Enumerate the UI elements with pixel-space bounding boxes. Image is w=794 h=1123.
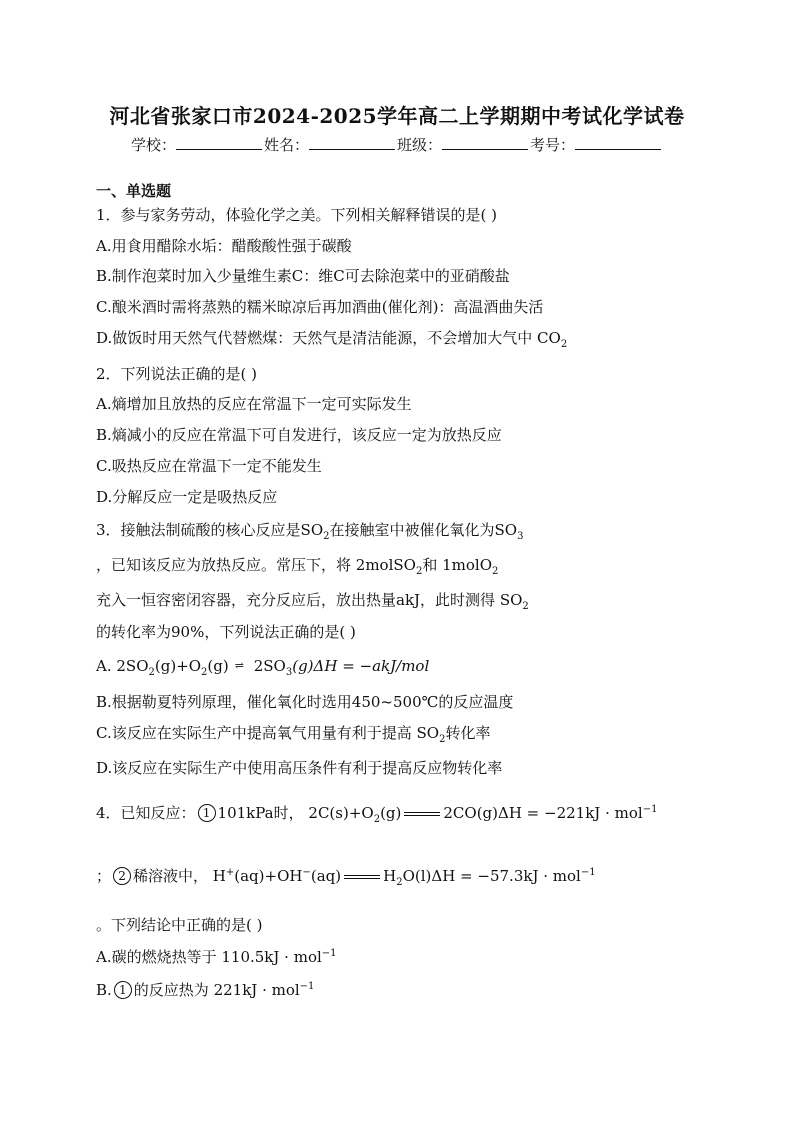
number-label: 考号： [530,136,576,154]
circled-number-1: 1 [114,981,132,999]
exam-title: 河北省张家口市2024-2025学年高二上学期期中考试化学试卷 [109,104,685,128]
q2-option-b: B.熵减小的反应在常温下可自发进行，该反应一定为放热反应 [96,426,502,444]
q4-option-a: A.碳的燃烧热等于 110.5kJ · mol$^{-1}$ [96,948,337,966]
name-blank[interactable] [309,135,395,150]
q3-stem-line1: 3．接触法制硫酸的核心反应是$SO_2$在接触室中被催化氧化为$SO_3$ [96,521,524,542]
q1-stem: 1．参与家务劳动，体验化学之美。下列相关解释错误的是( ) [96,206,498,224]
q3-stem-line2: ，已知该反应为放热反应。常压下，将 2molSO$_2$和 1molO$_2$ [96,556,499,577]
section-heading: 一、单选题 [96,182,172,200]
q4-stem-line2: ； 2 稀溶液中， H+(aq)+OH−(aq) $H_2O(l)\Delta H = -57.3kJ \cdot mol^{-1}$ [96,867,596,888]
q2-stem: 2．下列说法正确的是( ) [96,365,258,383]
circled-number-1: 1 [198,804,216,822]
school-blank[interactable] [176,135,262,150]
equilibrium-arrow-icon: ⇌ [234,659,243,672]
q1-option-c: C.酿米酒时需将蒸熟的糯米晾凉后再加酒曲(催化剂)：高温酒曲失活 [96,298,544,316]
name-label: 姓名： [263,136,309,154]
q3-option-c: C.该反应在实际生产中提高氧气用量有利于提高 $SO_2$转化率 [96,724,491,745]
q3-option-b: B.根据勒夏特列原理，催化氧化时选用450~500℃的反应温度 [96,693,514,711]
q3-stem-line4: 的转化率为90%，下列说法正确的是( ) [96,623,356,641]
q3-option-a: A. $2SO_2(g)+O_2(g)$ ⇌ $2SO_3(g)\Delta H = -akJ/mol$ [96,657,430,678]
student-info-row [0,134,794,155]
reaction-equals-sign [344,875,380,879]
q1-option-a: A.用食用醋除水垢：醋酸酸性强于碳酸 [96,237,352,255]
reaction-equals-sign [404,812,440,816]
circled-number-2: 2 [113,867,131,885]
school-label: 学校： [130,136,176,154]
q2-option-d: D.分解反应一定是吸热反应 [96,488,278,506]
q4-option-b: B. 1 的反应热为 221kJ · mol$^{-1}$ [96,981,315,999]
q4-stem-line1: 4．已知反应： 1 101kPa时， $2C(s)+O_2(g) 2CO(g)\Delta H = -221kJ \cdot mol^{-1}$ [96,804,658,825]
class-label: 班级： [397,136,443,154]
q4-stem-line3: 。下列结论中正确的是( ) [96,916,263,934]
q1-option-b: B.制作泡菜时加入少量维生素C：维C可去除泡菜中的亚硝酸盐 [96,267,510,285]
q1-option-d: D.做饭时用天然气代替燃煤：天然气是清洁能源，不会增加大气中 $CO_2$ [96,329,568,350]
q3-option-d: D.该反应在实际生产中使用高压条件有利于提高反应物转化率 [96,759,503,777]
q2-option-c: C.吸热反应在常温下一定不能发生 [96,457,322,475]
class-blank[interactable] [442,135,528,150]
q2-option-a: A.熵增加且放热的反应在常温下一定可实际发生 [96,395,412,413]
number-blank[interactable] [575,135,661,150]
q3-stem-line3: 充入一恒容密闭容器，充分反应后，放出热量akJ，此时测得 $SO_2$ [96,591,529,612]
